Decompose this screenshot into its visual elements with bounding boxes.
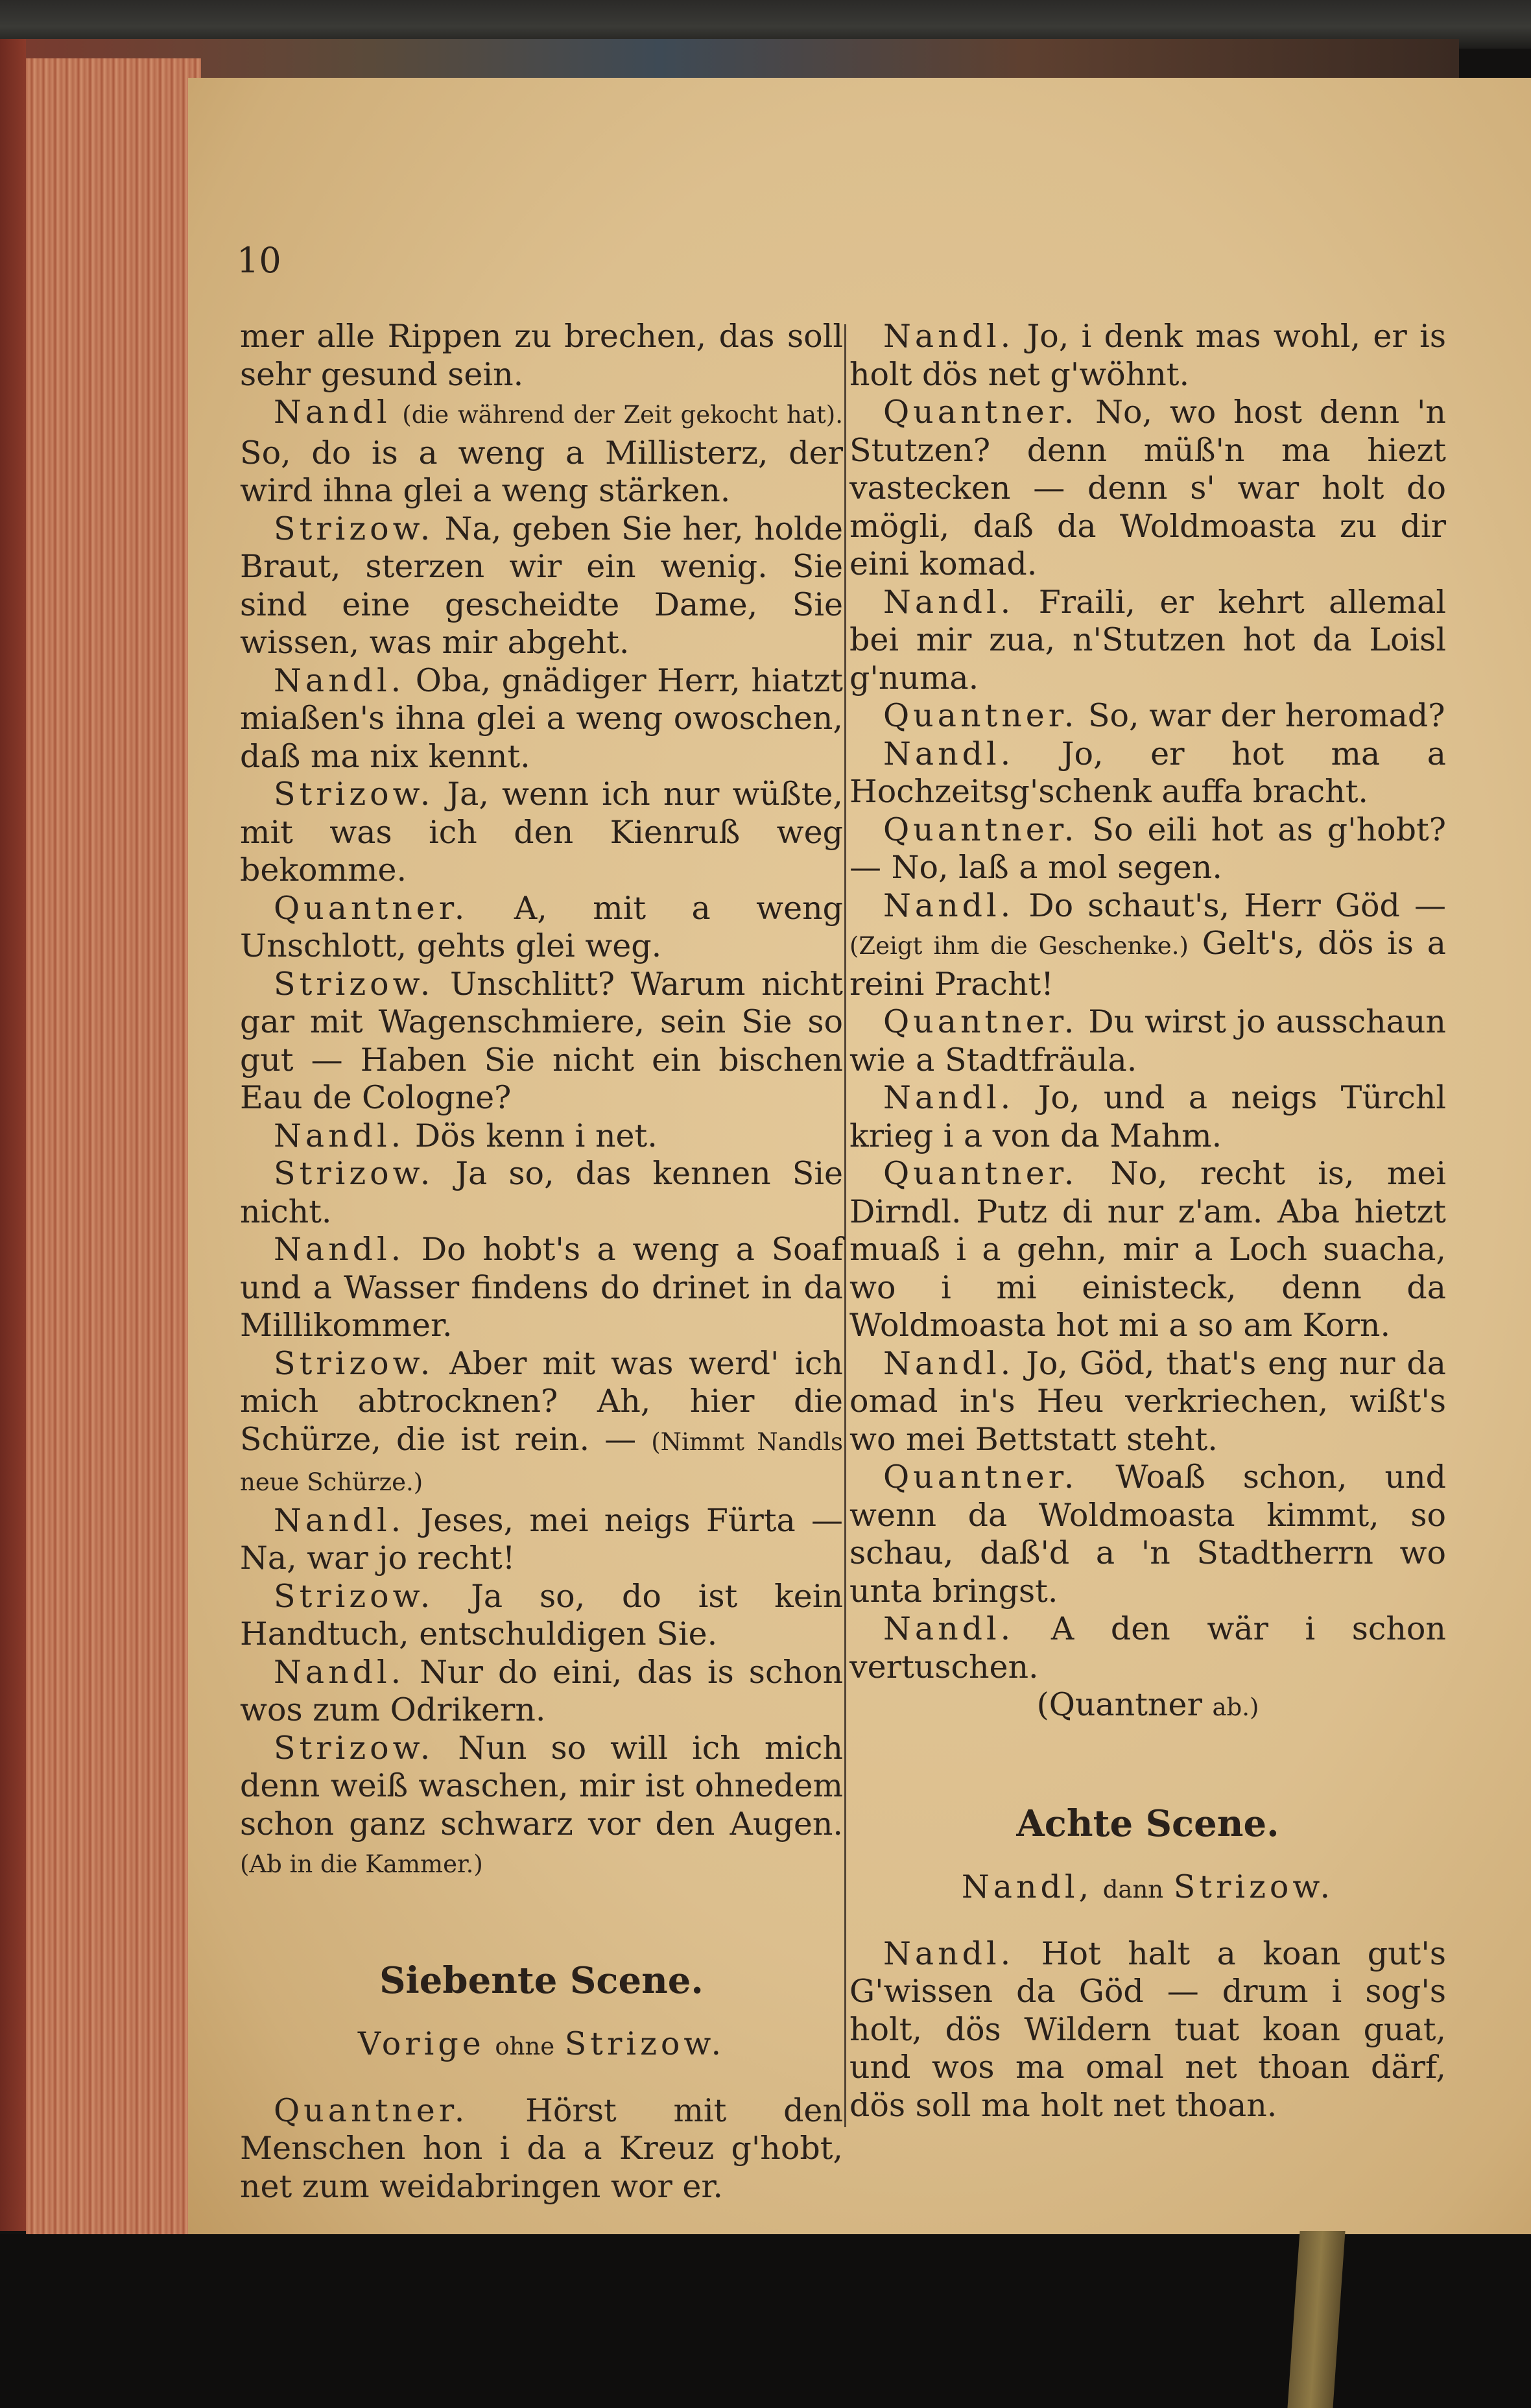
paragraph: Nandl. Do hobt's a weng a Soaf und a Wasser findens do drinet in da Millikommer. bbox=[240, 1231, 844, 1344]
paragraph: Nandl (die während der Zeit gekocht hat). So, do is a weng a Millisterz, der wird ihna glei a weng stärken. bbox=[240, 394, 843, 509]
paragraph: Strizow. Na, geben Sie her, holde Braut, sterzen wir ein wenig. Sie sind eine gescheidte Dame, Sie wissen, was mir abgeht. bbox=[240, 510, 843, 661]
page-number: 10 bbox=[237, 240, 281, 281]
paragraph: Quantner. No, recht is, mei Dirndl. Putz di nur z'am. Aba hietzt muaß i a gehn, mir a Loch suacha, wo i mi einisteck, denn da Woldmoasta hot mi a so am Korn. bbox=[849, 1155, 1446, 1344]
paragraph: Quantner. So, war der heromad? bbox=[883, 697, 1445, 734]
speaker-name: Strizow. bbox=[274, 1155, 434, 1192]
speaker-name: Strizow. bbox=[274, 510, 434, 547]
paragraph: Nandl. Jo, er hot ma a Hochzeitsg'schenk auffa bracht. bbox=[849, 735, 1446, 810]
speaker-name: Nandl. bbox=[883, 1935, 1015, 1972]
paragraph: Quantner. Woaß schon, und wenn da Woldmoasta kimmt, so schau, daß'd a 'n Stadtherrn wo unta bringst. bbox=[849, 1459, 1447, 1610]
speaker-name: Strizow. bbox=[274, 965, 434, 1003]
speaker-name: Nandl. bbox=[274, 1653, 405, 1691]
right-column bbox=[844, 318, 1446, 2125]
speaker-name: Quantner. bbox=[883, 811, 1078, 848]
speaker-name: Nandl. bbox=[274, 1231, 405, 1268]
speaker-name: Strizow. bbox=[274, 776, 434, 813]
speaker-name: Quantner. bbox=[883, 1459, 1078, 1496]
speaker-name: Nandl. bbox=[883, 1610, 1015, 1647]
paragraph: Quantner. Hörst mit den Menschen hon i da a Kreuz g'hobt, net zum weidabringen wor er. bbox=[240, 2092, 843, 2205]
paragraph: Nandl. Jo, i denk mas wohl, er is holt dös net g'wöhnt. bbox=[849, 318, 1446, 393]
stage-direction: (die während der Zeit gekocht hat). bbox=[402, 401, 843, 429]
speaker-name: Strizow. bbox=[274, 1729, 434, 1767]
paragraph: Strizow. Ja so, do ist kein Handtuch, entschuldigen Sie. bbox=[240, 1577, 843, 1652]
speaker-name: Strizow. bbox=[274, 1344, 434, 1382]
speaker-name: Nandl bbox=[274, 394, 391, 431]
paragraph: Nandl. Jo, Göd, that's eng nur da omad in's Heu verkriechen, wißt's wo mei Bettstatt steht. bbox=[849, 1344, 1446, 1458]
paragraph: Nandl. A den wär i schon vertuschen. bbox=[849, 1610, 1446, 1686]
paragraph: Quantner. No, wo host denn 'n Stutzen? denn müß'n ma hiezt vastecken — denn s' war holt do mögli, daß da Woldmoasta zu dir eini komad. bbox=[849, 394, 1446, 582]
exit-direction: (Quantner ab.) bbox=[1036, 1686, 1259, 1723]
scene-heading: Achte Scene. bbox=[1016, 1802, 1279, 1845]
speaker-name: Nandl. bbox=[274, 1501, 405, 1539]
speaker-name: Strizow. bbox=[274, 1577, 434, 1615]
paragraph: Nandl. Do schaut's, Herr Göd — (Zeigt ihm die Geschenke.) Gelt's, dös is a reini Pracht! bbox=[849, 887, 1447, 1003]
paragraph: Nandl. Hot halt a koan gut's G'wissen da Göd — drum i sog's holt, dös Wildern tuat koan guat, und wos ma omal net thoan därf, dös soll ma holt net thoan. bbox=[849, 1935, 1446, 2124]
stage-direction: (Ab in die Kammer.) bbox=[240, 1850, 483, 1878]
paragraph: Nandl. Oba, gnädiger Herr, hiatzt miaßen's ihna glei a weng owoschen, daß ma nix kennt. bbox=[240, 662, 843, 775]
scene-heading: Siebente Scene. bbox=[379, 1959, 704, 2002]
left-column bbox=[240, 318, 843, 2206]
speaker-name: Nandl. bbox=[883, 887, 1015, 924]
book-spine-edge bbox=[0, 39, 26, 2231]
speaker-name: Quantner. bbox=[883, 1155, 1078, 1192]
speaker-name: Nandl. bbox=[883, 1344, 1015, 1382]
speaker-name: Nandl. bbox=[883, 1079, 1015, 1116]
paragraph: Strizow. Nun so will ich mich denn weiß waschen, mir ist ohnedem schon ganz schwarz vor den Augen. (Ab in die Kammer.) bbox=[240, 1729, 843, 1878]
speaker-name: Quantner. bbox=[274, 889, 469, 927]
speaker-name: Quantner. bbox=[883, 1003, 1078, 1040]
paragraph: Quantner. So eili hot as g'hobt? — No, laß a mol segen. bbox=[849, 811, 1447, 886]
speaker-name: Nandl. bbox=[883, 735, 1015, 772]
speaker-name: Nandl. bbox=[883, 318, 1015, 355]
speaker-name: Nandl. bbox=[274, 662, 405, 699]
paragraph: Nandl. Nur do eini, das is schon wos zum Odrikern. bbox=[240, 1653, 844, 1728]
paragraph: Strizow. Ja so, das kennen Sie nicht. bbox=[240, 1155, 843, 1230]
paragraph: Strizow. Aber mit was werd' ich mich abtrocknen? Ah, hier die Schürze, die ist rein. — (Nimmt Nandls neue Schürze.) bbox=[240, 1344, 843, 1496]
paragraph: Nandl. Jeses, mei neigs Fürta — Na, war jo recht! bbox=[240, 1501, 843, 1577]
page-stack-edges bbox=[26, 58, 201, 2237]
paragraph: Strizow. Unschlitt? Warum nicht gar mit Wagenschmiere, sein Sie so gut — Haben Sie nicht ein bischen Eau de Cologne? bbox=[240, 965, 843, 1116]
scene-cast: Nandl, dann Strizow. bbox=[961, 1868, 1335, 1905]
paragraph: mer alle Rippen zu brechen, das soll sehr gesund sein. bbox=[240, 318, 843, 393]
paragraph: Strizow. Ja, wenn ich nur wüßte, mit was ich den Kienruß weg bekomme. bbox=[240, 776, 844, 888]
paragraph: Nandl. Dös kenn i net. bbox=[274, 1117, 658, 1154]
stage-direction: (Zeigt ihm die Geschenke.) bbox=[849, 932, 1189, 960]
speaker-name: Quantner. bbox=[274, 2092, 469, 2129]
paragraph: Quantner. Du wirst jo ausschaun wie a Stadtfräula. bbox=[849, 1003, 1446, 1079]
paragraph: Nandl. Jo, und a neigs Türchl krieg i a von da Mahm. bbox=[849, 1079, 1447, 1154]
speaker-name: Quantner. bbox=[883, 394, 1078, 431]
scene-cast: Vorige ohne Strizow. bbox=[357, 2025, 726, 2062]
speaker-name: Quantner. bbox=[883, 697, 1078, 734]
paragraph: Nandl. Fraili, er kehrt allemal bei mir zua, n'Stutzen hot da Loisl g'numa. bbox=[849, 583, 1447, 697]
speaker-name: Nandl. bbox=[274, 1117, 405, 1154]
paragraph: Quantner. A, mit a weng Unschlott, gehts glei weg. bbox=[240, 889, 844, 964]
speaker-name: Nandl. bbox=[883, 583, 1015, 621]
stage-direction: (Nimmt Nandls neue Schürze.) bbox=[240, 1427, 843, 1496]
